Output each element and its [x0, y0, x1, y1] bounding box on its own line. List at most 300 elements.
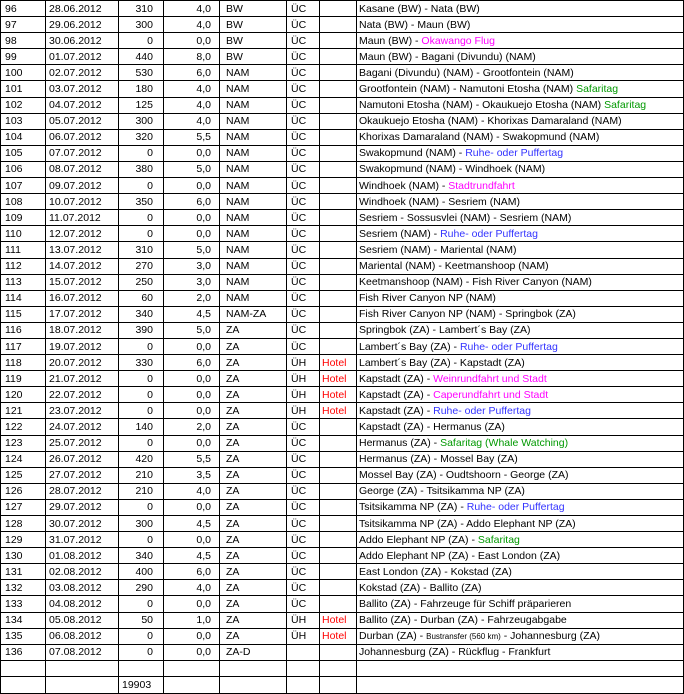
hotel-cell: [320, 660, 357, 676]
date-cell: 05.07.2012: [46, 113, 119, 129]
hours-cell: 0,0: [164, 371, 220, 387]
hours-cell: 4,0: [164, 1, 220, 17]
route-segment: Lambert´s Bay (ZA) - Kapstadt (ZA): [359, 356, 525, 369]
km-cell: 140: [119, 419, 164, 435]
day-number: [1, 660, 46, 676]
hours-cell: 5,0: [164, 322, 220, 338]
route-segment: Hermanus (ZA) -: [359, 437, 441, 450]
hours-cell: 0,0: [164, 644, 220, 660]
table-row: [1, 258, 684, 274]
country-cell: ZA: [220, 419, 287, 435]
accommodation-type-cell: ÜC: [287, 274, 320, 290]
date-cell: 30.07.2012: [46, 516, 119, 532]
date-cell: 16.07.2012: [46, 290, 119, 306]
route-segment: Lambert´s Bay (ZA) -: [359, 340, 460, 353]
hours-cell: 0,0: [164, 499, 220, 515]
day-number: 105: [1, 145, 46, 161]
km-cell: 0: [119, 596, 164, 612]
country-cell: NAM: [220, 97, 287, 113]
day-number: 104: [1, 129, 46, 145]
accommodation-type-cell: ÜC: [287, 161, 320, 177]
hotel-cell: [320, 145, 357, 161]
accommodation-type-cell: ÜC: [287, 467, 320, 483]
date-cell: 26.07.2012: [46, 451, 119, 467]
hotel-cell: [320, 17, 357, 33]
route-cell: [357, 210, 684, 226]
day-number: 98: [1, 33, 46, 49]
km-cell: 210: [119, 467, 164, 483]
hotel-cell: [320, 596, 357, 612]
table-row: [1, 435, 684, 451]
country-cell: BW: [220, 17, 287, 33]
accommodation-type-cell: ÜC: [287, 290, 320, 306]
km-cell: 0: [119, 628, 164, 644]
date-cell: 04.07.2012: [46, 97, 119, 113]
day-number: 97: [1, 17, 46, 33]
route-cell: [357, 564, 684, 580]
table-row: [1, 17, 684, 33]
day-number: 130: [1, 548, 46, 564]
route-segment: Safaritag (Whale Watching): [440, 437, 569, 450]
accommodation-type-cell: ÜC: [287, 322, 320, 338]
route-segment: Mariental (NAM) - Keetmanshoop (NAM): [359, 260, 549, 273]
route-cell: [357, 435, 684, 451]
day-number: 136: [1, 644, 46, 660]
route-segment: Khorixas Damaraland (NAM) - Swakopmund (NAM): [359, 131, 600, 144]
accommodation-type-cell: ÜC: [287, 564, 320, 580]
date-cell: 28.06.2012: [46, 1, 119, 17]
table-row: [1, 532, 684, 548]
table-row: [1, 97, 684, 113]
day-number: 131: [1, 564, 46, 580]
accommodation-type-cell: ÜC: [287, 532, 320, 548]
accommodation-type-cell: ÜC: [287, 129, 320, 145]
table-row: [1, 161, 684, 177]
table-row: [1, 387, 684, 403]
route-cell: [357, 258, 684, 274]
table-row: [1, 129, 684, 145]
country-cell: NAM: [220, 178, 287, 194]
hours-cell: 6,0: [164, 564, 220, 580]
country-cell: BW: [220, 49, 287, 65]
km-cell: 0: [119, 644, 164, 660]
route-segment: Durban (ZA) -: [359, 629, 427, 642]
hotel-cell: Hotel: [320, 403, 357, 419]
hours-cell: 4,0: [164, 580, 220, 596]
hours-cell: 2,0: [164, 419, 220, 435]
km-cell: 340: [119, 306, 164, 322]
day-number: 126: [1, 483, 46, 499]
route-cell: [357, 178, 684, 194]
route-segment: Maun (BW) - Bagani (Divundu) (NAM): [359, 50, 536, 63]
day-number: 111: [1, 242, 46, 258]
route-cell: [357, 548, 684, 564]
hotel-cell: [320, 580, 357, 596]
hours-cell: 4,0: [164, 113, 220, 129]
table-row: [1, 81, 684, 97]
day-number: 127: [1, 499, 46, 515]
country-cell: ZA: [220, 483, 287, 499]
route-segment: Springbok (ZA) - Lambert´s Bay (ZA): [359, 324, 531, 337]
km-cell: 310: [119, 242, 164, 258]
route-cell: [357, 290, 684, 306]
hotel-cell: [320, 113, 357, 129]
country-cell: NAM: [220, 65, 287, 81]
country-cell: ZA: [220, 612, 287, 628]
km-cell: 210: [119, 483, 164, 499]
route-segment: Sesriem (NAM) -: [359, 227, 441, 240]
date-cell: 08.07.2012: [46, 161, 119, 177]
accommodation-type-cell: ÜC: [287, 499, 320, 515]
km-cell: 420: [119, 451, 164, 467]
table-row: [1, 403, 684, 419]
table-row: [1, 419, 684, 435]
country-cell: ZA: [220, 467, 287, 483]
route-cell: [357, 17, 684, 33]
day-number: 108: [1, 194, 46, 210]
country-cell: ZA: [220, 322, 287, 338]
route-segment: Bustransfer (560 km): [426, 631, 501, 641]
table-row: [1, 242, 684, 258]
table-row: [1, 226, 684, 242]
country-cell: ZA: [220, 564, 287, 580]
date-cell: 10.07.2012: [46, 194, 119, 210]
hours-cell: 0,0: [164, 628, 220, 644]
table-row: [1, 644, 684, 660]
route-cell: [357, 419, 684, 435]
hotel-cell: [320, 532, 357, 548]
accommodation-type-cell: ÜC: [287, 226, 320, 242]
hours-cell: 4,0: [164, 17, 220, 33]
hotel-cell: Hotel: [320, 371, 357, 387]
date-cell: 03.08.2012: [46, 580, 119, 596]
day-number: 101: [1, 81, 46, 97]
accommodation-type-cell: ÜC: [287, 596, 320, 612]
table-row: [1, 548, 684, 564]
km-cell: 0: [119, 532, 164, 548]
date-cell: 07.08.2012: [46, 644, 119, 660]
route-cell: [357, 644, 684, 660]
km-cell: 0: [119, 371, 164, 387]
km-cell: 125: [119, 97, 164, 113]
route-segment: Ballito (ZA) - Fahrzeuge für Schiff präparieren: [359, 598, 572, 611]
hotel-cell: [320, 49, 357, 65]
date-cell: 21.07.2012: [46, 371, 119, 387]
km-cell: 0: [119, 33, 164, 49]
date-cell: 02.07.2012: [46, 65, 119, 81]
route-segment: Namutoni Etosha (NAM) - Okaukuejo Etosha (NAM): [359, 99, 605, 112]
date-cell: 11.07.2012: [46, 210, 119, 226]
table-row: [1, 355, 684, 371]
hours-cell: 0,0: [164, 33, 220, 49]
hours-cell: 3,5: [164, 467, 220, 483]
country-cell: NAM: [220, 129, 287, 145]
day-number: 96: [1, 1, 46, 17]
km-cell: 320: [119, 129, 164, 145]
hours-cell: 5,5: [164, 451, 220, 467]
hotel-cell: Hotel: [320, 387, 357, 403]
hours-cell: [164, 660, 220, 676]
country-cell: NAM: [220, 145, 287, 161]
hotel-cell: [320, 548, 357, 564]
route-cell: [357, 33, 684, 49]
km-cell: 0: [119, 403, 164, 419]
country-cell: ZA: [220, 338, 287, 354]
day-number: 115: [1, 306, 46, 322]
day-number: 99: [1, 49, 46, 65]
route-segment: Kapstadt (ZA) -: [359, 388, 434, 401]
route-cell: [357, 338, 684, 354]
day-number: 110: [1, 226, 46, 242]
country-cell: ZA: [220, 371, 287, 387]
hours-cell: 4,5: [164, 306, 220, 322]
country-cell: NAM: [220, 290, 287, 306]
hotel-cell: Hotel: [320, 355, 357, 371]
date-cell: 15.07.2012: [46, 274, 119, 290]
date-cell: 06.07.2012: [46, 129, 119, 145]
route-segment: Ruhe- oder Puffertag: [459, 340, 558, 353]
route-segment: Sesriem - Sossusvlei (NAM) - Sesriem (NAM): [359, 211, 572, 224]
date-cell: 20.07.2012: [46, 355, 119, 371]
route-cell: [357, 113, 684, 129]
hotel-cell: [320, 161, 357, 177]
route-segment: Johannesburg (ZA) - Rückflug - Frankfurt: [359, 646, 551, 659]
hours-cell: 1,0: [164, 612, 220, 628]
route-segment: Kokstad (ZA) - Ballito (ZA): [359, 581, 482, 594]
km-cell: 50: [119, 612, 164, 628]
accommodation-type-cell: ÜC: [287, 1, 320, 17]
day-number: 134: [1, 612, 46, 628]
hotel-cell: [320, 483, 357, 499]
date-cell: 02.08.2012: [46, 564, 119, 580]
hours-cell: 4,0: [164, 483, 220, 499]
route-cell: [357, 451, 684, 467]
hours-cell: 5,0: [164, 161, 220, 177]
km-cell: 0: [119, 338, 164, 354]
country-cell: NAM: [220, 113, 287, 129]
km-cell: 250: [119, 274, 164, 290]
country-cell: ZA: [220, 355, 287, 371]
day-number: 100: [1, 65, 46, 81]
itinerary-rows: [1, 1, 684, 677]
table-row: [1, 451, 684, 467]
hours-cell: 0,0: [164, 532, 220, 548]
hotel-cell: Hotel: [320, 628, 357, 644]
km-cell: 350: [119, 194, 164, 210]
accommodation-type-cell: ÜC: [287, 97, 320, 113]
date-cell: 17.07.2012: [46, 306, 119, 322]
date-cell: 30.06.2012: [46, 33, 119, 49]
route-segment: Tsitsikamma NP (ZA) - Addo Elephant NP (ZA): [359, 517, 576, 530]
date-cell: 31.07.2012: [46, 532, 119, 548]
day-number: 121: [1, 403, 46, 419]
day-number: 114: [1, 290, 46, 306]
km-cell: 290: [119, 580, 164, 596]
day-number: 135: [1, 628, 46, 644]
route-cell: [357, 499, 684, 515]
country-cell: ZA: [220, 499, 287, 515]
day-number: 123: [1, 435, 46, 451]
route-segment: Safaritag: [604, 99, 647, 112]
accommodation-type-cell: ÜC: [287, 435, 320, 451]
route-segment: Weinrundfahrt und Stadt: [433, 372, 547, 385]
accommodation-type-cell: ÜC: [287, 516, 320, 532]
table-row: [1, 628, 684, 644]
hours-cell: 0,0: [164, 178, 220, 194]
hotel-cell: [320, 226, 357, 242]
km-cell: 0: [119, 145, 164, 161]
route-cell: [357, 129, 684, 145]
day-number: 107: [1, 178, 46, 194]
day-number: 103: [1, 113, 46, 129]
route-cell: [357, 274, 684, 290]
date-cell: 19.07.2012: [46, 338, 119, 354]
hotel-cell: [320, 290, 357, 306]
date-cell: 28.07.2012: [46, 483, 119, 499]
hours-cell: 6,0: [164, 355, 220, 371]
accommodation-type-cell: ÜC: [287, 65, 320, 81]
country-cell: ZA: [220, 580, 287, 596]
country-cell: BW: [220, 33, 287, 49]
route-cell: [357, 322, 684, 338]
route-cell: [357, 145, 684, 161]
table-row: [1, 306, 684, 322]
route-cell: [357, 194, 684, 210]
date-cell: 06.08.2012: [46, 628, 119, 644]
km-cell: 340: [119, 548, 164, 564]
table-row: [1, 322, 684, 338]
country-cell: NAM: [220, 274, 287, 290]
km-cell: 300: [119, 113, 164, 129]
day-number: 112: [1, 258, 46, 274]
country-cell: ZA: [220, 451, 287, 467]
country-cell: ZA-D: [220, 644, 287, 660]
route-segment: Maun (BW) -: [359, 34, 422, 47]
date-cell: 27.07.2012: [46, 467, 119, 483]
route-segment: Ballito (ZA) - Durban (ZA) - Fahrzeugabgabe: [359, 614, 567, 627]
route-segment: Kasane (BW) - Nata (BW): [359, 2, 480, 15]
table-row: [1, 564, 684, 580]
hotel-cell: [320, 322, 357, 338]
accommodation-type-cell: [287, 660, 320, 676]
hours-cell: 0,0: [164, 210, 220, 226]
date-cell: 09.07.2012: [46, 178, 119, 194]
table-row: [1, 290, 684, 306]
hotel-cell: [320, 499, 357, 515]
route-cell: [357, 628, 684, 644]
table-row: [1, 145, 684, 161]
route-segment: Kapstadt (ZA) -: [359, 372, 434, 385]
date-cell: 05.08.2012: [46, 612, 119, 628]
accommodation-type-cell: ÜH: [287, 355, 320, 371]
date-cell: 13.07.2012: [46, 242, 119, 258]
day-number: 133: [1, 596, 46, 612]
km-cell: [119, 660, 164, 676]
hotel-cell: [320, 242, 357, 258]
day-number: 125: [1, 467, 46, 483]
km-cell: 310: [119, 1, 164, 17]
accommodation-type-cell: ÜH: [287, 387, 320, 403]
km-cell: 0: [119, 499, 164, 515]
km-cell: 400: [119, 564, 164, 580]
hours-cell: 0,0: [164, 145, 220, 161]
hours-cell: 0,0: [164, 435, 220, 451]
date-cell: 24.07.2012: [46, 419, 119, 435]
route-cell: [357, 516, 684, 532]
route-cell: [357, 612, 684, 628]
route-segment: Hermanus (ZA) - Mossel Bay (ZA): [359, 453, 518, 466]
date-cell: 07.07.2012: [46, 145, 119, 161]
route-segment: Mossel Bay (ZA) - Oudtshoorn - George (ZA): [359, 469, 569, 482]
table-row: [1, 274, 684, 290]
country-cell: ZA: [220, 387, 287, 403]
accommodation-type-cell: ÜC: [287, 178, 320, 194]
table-row: [1, 516, 684, 532]
table-row: [1, 210, 684, 226]
table-row: [1, 499, 684, 515]
accommodation-type-cell: ÜC: [287, 242, 320, 258]
country-cell: ZA: [220, 532, 287, 548]
hours-cell: 2,0: [164, 290, 220, 306]
route-segment: Kapstadt (ZA) - Hermanus (ZA): [359, 420, 505, 433]
table-row: [1, 33, 684, 49]
country-cell: NAM: [220, 210, 287, 226]
hours-cell: 6,0: [164, 194, 220, 210]
table-row: [1, 612, 684, 628]
route-cell: [357, 580, 684, 596]
km-cell: 270: [119, 258, 164, 274]
route-cell: [357, 532, 684, 548]
route-cell: [357, 596, 684, 612]
km-cell: 530: [119, 65, 164, 81]
hotel-cell: [320, 644, 357, 660]
table-row: [1, 467, 684, 483]
hours-cell: 3,0: [164, 258, 220, 274]
date-cell: 01.08.2012: [46, 548, 119, 564]
route-cell: [357, 355, 684, 371]
country-cell: ZA: [220, 596, 287, 612]
hotel-cell: [320, 210, 357, 226]
hotel-cell: [320, 467, 357, 483]
accommodation-type-cell: ÜC: [287, 194, 320, 210]
date-cell: 23.07.2012: [46, 403, 119, 419]
table-row: [1, 113, 684, 129]
country-cell: NAM-ZA: [220, 306, 287, 322]
route-cell: [357, 161, 684, 177]
km-cell: 330: [119, 355, 164, 371]
km-cell: 0: [119, 226, 164, 242]
accommodation-type-cell: ÜH: [287, 371, 320, 387]
hours-cell: 0,0: [164, 403, 220, 419]
hours-cell: 0,0: [164, 338, 220, 354]
day-number: 118: [1, 355, 46, 371]
route-cell: [357, 49, 684, 65]
day-number: 116: [1, 322, 46, 338]
day-number: 102: [1, 97, 46, 113]
total-km: 19903: [119, 676, 164, 693]
accommodation-type-cell: ÜH: [287, 612, 320, 628]
hours-cell: 0,0: [164, 226, 220, 242]
route-cell: [357, 387, 684, 403]
hours-cell: 8,0: [164, 49, 220, 65]
route-cell: [357, 226, 684, 242]
hotel-cell: [320, 258, 357, 274]
hours-cell: 4,0: [164, 81, 220, 97]
route-segment: Safaritag: [477, 533, 520, 546]
route-segment: Windhoek (NAM) -: [359, 179, 449, 192]
accommodation-type-cell: ÜC: [287, 17, 320, 33]
hotel-cell: [320, 97, 357, 113]
